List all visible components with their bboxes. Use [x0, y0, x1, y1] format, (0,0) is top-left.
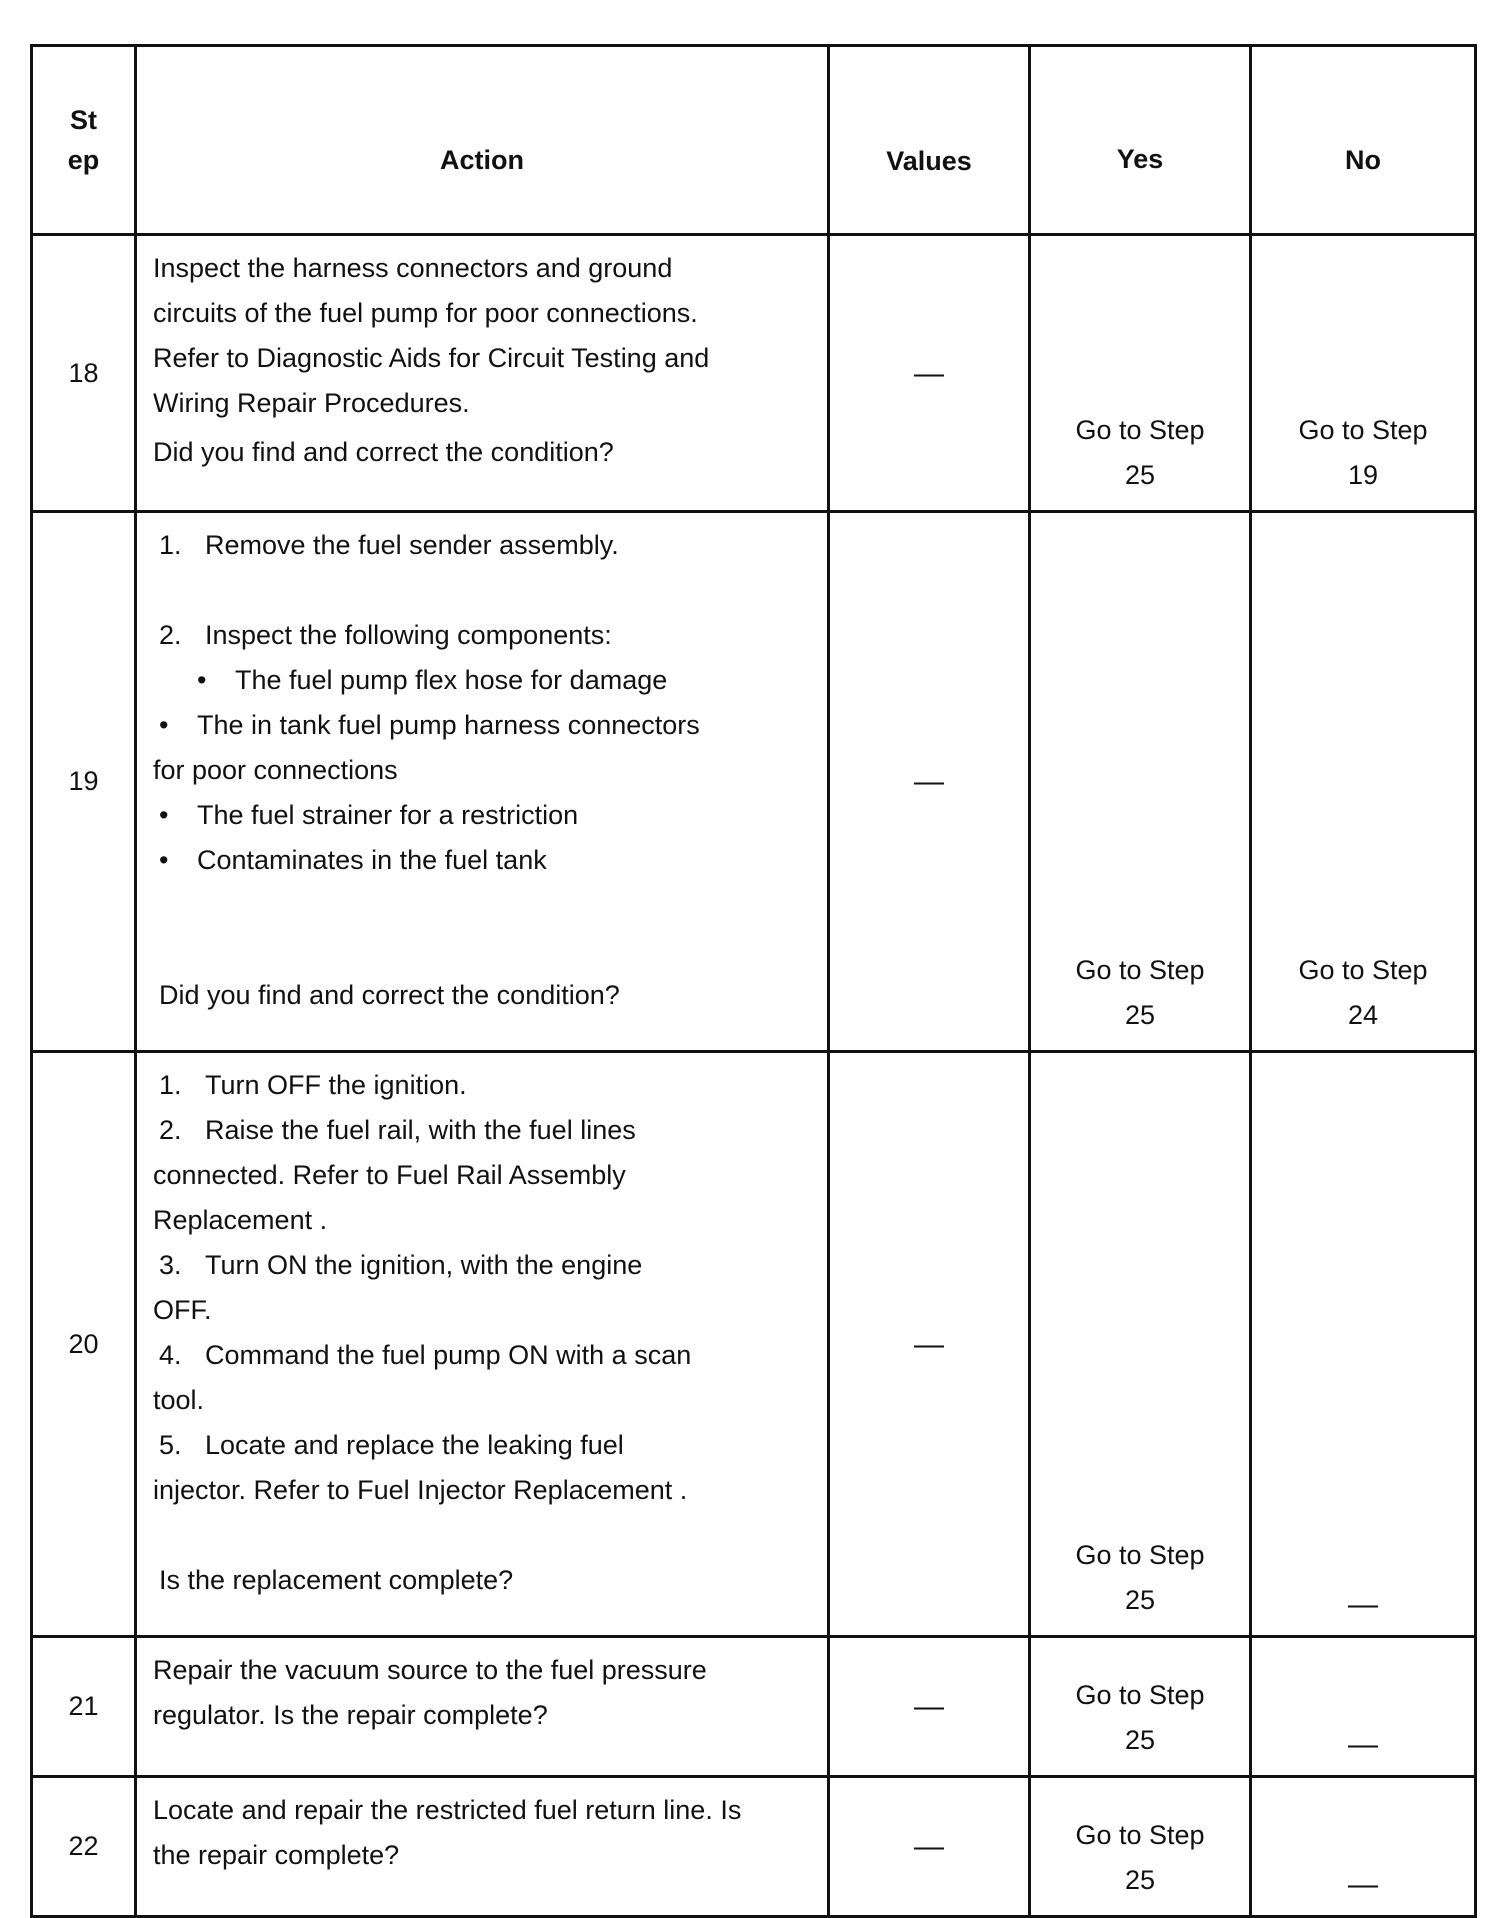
action-line: Locate and repair the restricted fuel return line. Is: [153, 1795, 742, 1825]
yes-goto-label: Go to Step: [1075, 1820, 1205, 1850]
step-number: 22: [32, 1777, 136, 1917]
step-number: 19: [32, 512, 136, 1052]
header-yes: Yes: [1030, 46, 1251, 235]
no-cell: [1251, 1777, 1476, 1917]
yes-cell: [1030, 512, 1251, 1052]
action-bullet-item: • Contaminates in the fuel tank: [159, 845, 547, 875]
action-list-item: 4. Command the fuel pump ON with a scan: [159, 1340, 692, 1370]
action-list-item: 1. Turn OFF the ignition.: [159, 1070, 467, 1100]
no-cell: [1251, 235, 1476, 512]
action-bullet-item: • The fuel strainer for a restriction: [159, 800, 579, 830]
step-number: 18: [32, 235, 136, 512]
yes-goto-step: 25: [1124, 1585, 1156, 1615]
action-line: regulator. Is the repair complete?: [153, 1700, 548, 1730]
header-action: Action: [136, 46, 829, 235]
action-line: tool.: [153, 1385, 205, 1415]
action-question: Did you find and correct the condition?: [153, 437, 614, 467]
action-cell: [136, 512, 829, 1052]
action-cell: [136, 235, 829, 512]
no-cell: [1251, 1052, 1476, 1637]
action-line: for poor connections: [153, 755, 398, 785]
action-cell: [136, 1052, 829, 1637]
action-line: Replacement .: [153, 1205, 328, 1235]
action-bullet-item: • The in tank fuel pump harness connectors: [159, 710, 700, 740]
table-row-step-20: [32, 1052, 1476, 1637]
no-goto-step: 19: [1347, 460, 1379, 490]
yes-cell: [1030, 1052, 1251, 1637]
action-question: Did you find and correct the condition?: [159, 980, 620, 1010]
action-line: injector. Refer to Fuel Injector Replacement .: [153, 1475, 688, 1505]
no-goto-label: Go to Step: [1298, 955, 1428, 985]
action-list-item: 1. Remove the fuel sender assembly.: [159, 530, 619, 560]
yes-goto-label: Go to Step: [1075, 955, 1205, 985]
no-cell: [1251, 1637, 1476, 1777]
header-step: St ep: [32, 46, 136, 235]
action-cell: [136, 1637, 829, 1777]
values-cell: —: [829, 1777, 1030, 1917]
action-list-item: 3. Turn ON the ignition, with the engine: [159, 1250, 643, 1280]
yes-cell: [1030, 235, 1251, 512]
yes-goto-label: Go to Step: [1075, 1680, 1205, 1710]
yes-cell: [1030, 1777, 1251, 1917]
no-goto-step: 24: [1347, 1000, 1379, 1030]
no-dash: —: [1348, 1868, 1378, 1901]
action-line: the repair complete?: [153, 1840, 400, 1870]
action-line: connected. Refer to Fuel Rail Assembly: [153, 1160, 626, 1190]
action-question: Is the replacement complete?: [159, 1565, 514, 1595]
yes-goto-step: 25: [1124, 1000, 1156, 1030]
yes-cell: [1030, 1637, 1251, 1777]
table-row-step-19: [32, 512, 1476, 1052]
table-row-step-22: [32, 1777, 1476, 1917]
yes-goto-label: Go to Step: [1075, 1540, 1205, 1570]
no-cell: [1251, 512, 1476, 1052]
no-dash: —: [1348, 1728, 1378, 1761]
step-number: 21: [32, 1637, 136, 1777]
action-list-item: 5. Locate and replace the leaking fuel: [159, 1430, 624, 1460]
action-cell: [136, 1777, 829, 1917]
yes-goto-step: 25: [1124, 460, 1156, 490]
values-cell: —: [829, 235, 1030, 512]
header-values: Values: [829, 46, 1030, 235]
table-row-step-21: [32, 1637, 1476, 1777]
values-cell: —: [829, 512, 1030, 1052]
action-list-item: 2. Inspect the following components:: [159, 620, 612, 650]
yes-goto-label: Go to Step: [1075, 415, 1205, 445]
action-line: Inspect the harness connectors and ground: [153, 253, 673, 283]
values-cell: —: [829, 1052, 1030, 1637]
action-line: OFF.: [153, 1295, 212, 1325]
action-list-item: 2. Raise the fuel rail, with the fuel lines: [159, 1115, 636, 1145]
action-line: Refer to Diagnostic Aids for Circuit Testing and: [153, 343, 710, 373]
values-cell: —: [829, 1637, 1030, 1777]
step-number: 20: [32, 1052, 136, 1637]
yes-goto-step: 25: [1124, 1865, 1156, 1895]
header-row: [32, 46, 1476, 235]
table-row-step-18: [32, 235, 1476, 512]
header-no: No: [1251, 46, 1476, 235]
yes-goto-step: 25: [1124, 1725, 1156, 1755]
no-goto-label: Go to Step: [1298, 415, 1428, 445]
diagnostic-table: [30, 44, 1477, 1918]
action-line: Repair the vacuum source to the fuel pressure: [153, 1655, 707, 1685]
no-dash: —: [1348, 1588, 1378, 1621]
action-line: Wiring Repair Procedures.: [153, 388, 470, 418]
action-line: circuits of the fuel pump for poor connections.: [153, 298, 698, 328]
action-bullet-item: • The fuel pump flex hose for damage: [197, 665, 668, 695]
